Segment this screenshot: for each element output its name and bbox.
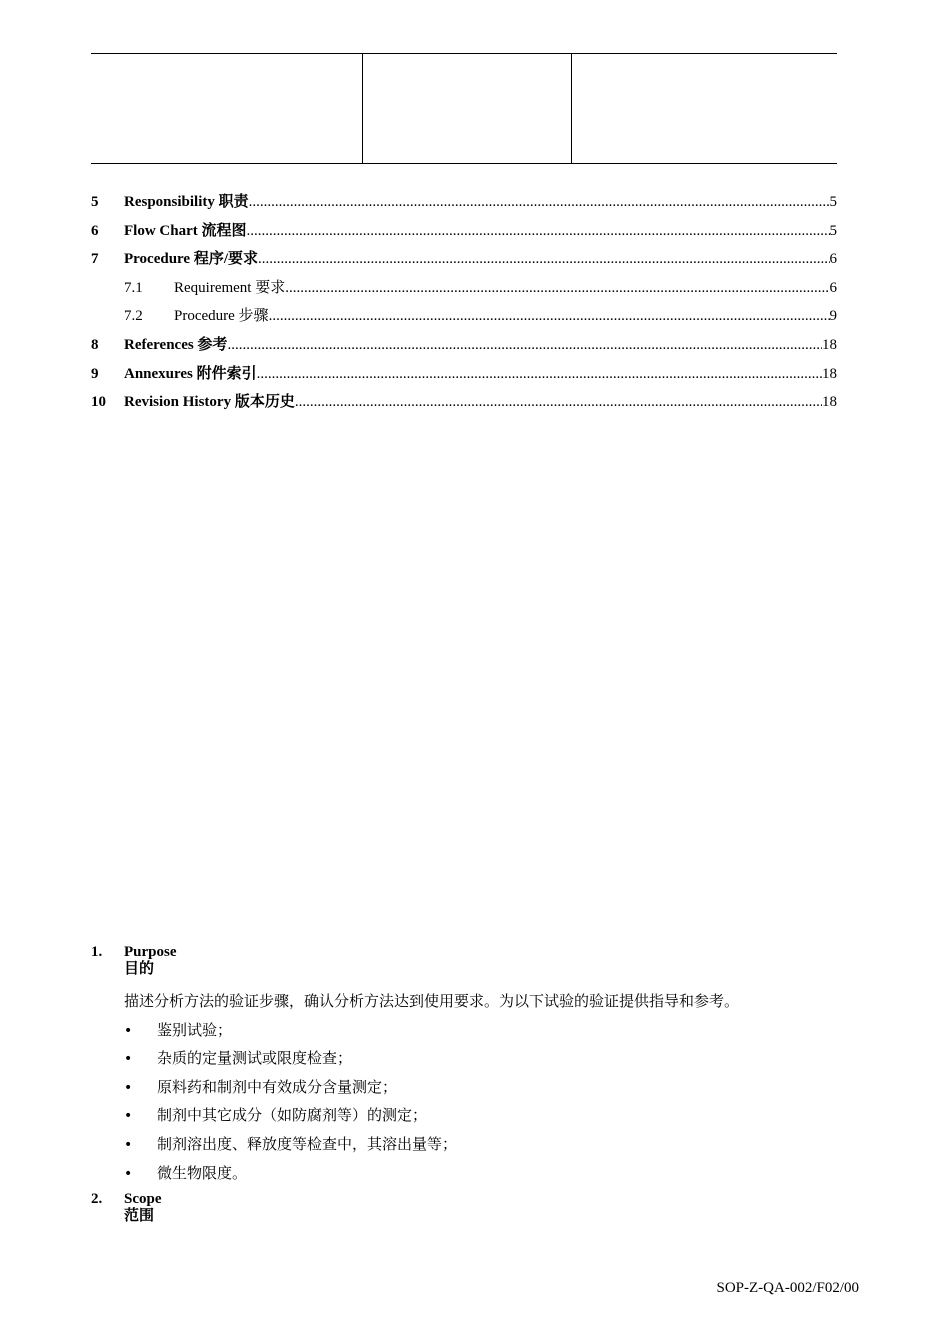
bullet-icon: • [124, 1079, 133, 1096]
section-title-cn: 目的 [124, 961, 155, 977]
section-heading [91, 944, 851, 978]
toc-leader [269, 302, 830, 331]
toc-number: 8 [91, 336, 99, 353]
toc-entry-10[interactable] [91, 388, 837, 417]
document-code: SOP-Z-QA-002/F02/00 [716, 1280, 859, 1296]
list-item [124, 1045, 851, 1074]
purpose-bullet-list [91, 1017, 851, 1189]
section-title-cn: 范围 [124, 1208, 155, 1224]
toc-page: 18 [822, 336, 837, 353]
toc-title: Procedure 步骤 [174, 308, 269, 325]
toc-entry-7-1[interactable] [91, 274, 837, 303]
section-number: 1. [91, 944, 103, 960]
section-title-en: Scope [124, 1191, 162, 1207]
bullet-icon: • [124, 1108, 133, 1125]
list-item-text: 制剂溶出度、释放度等检查中，其溶出量等； [157, 1136, 458, 1153]
toc-entry-9[interactable] [91, 360, 837, 389]
toc-page: 5 [829, 222, 837, 239]
toc-title: Revision History 版本历史 [124, 394, 295, 411]
header-table [91, 53, 837, 164]
scope-section [91, 1191, 851, 1225]
toc-page: 9 [829, 308, 837, 325]
bullet-icon: • [124, 1136, 133, 1153]
toc-title: Responsibility 职责 [124, 194, 249, 210]
bullet-icon: • [124, 1022, 133, 1039]
toc-page: 5 [829, 194, 837, 210]
toc-number: 9 [91, 365, 99, 382]
toc-entry-5[interactable] [91, 188, 837, 217]
toc-leader [285, 274, 829, 303]
toc-leader [258, 245, 829, 274]
header-table-divider [571, 54, 572, 163]
toc-number: 10 [91, 394, 106, 411]
toc-leader [227, 331, 822, 360]
toc-title: Annexures 附件索引 [124, 365, 257, 382]
toc-title: Requirement 要求 [174, 279, 286, 296]
header-table-divider [362, 54, 363, 163]
toc-number: 7 [91, 251, 99, 268]
list-item [124, 1131, 851, 1160]
list-item-text: 原料药和制剂中有效成分含量测定； [157, 1079, 398, 1096]
toc-number: 7.1 [124, 279, 143, 296]
list-item [124, 1074, 851, 1103]
table-of-contents [91, 188, 837, 417]
list-item-text: 鉴别试验； [157, 1022, 233, 1039]
toc-page: 6 [829, 251, 837, 268]
purpose-section [91, 944, 851, 1188]
toc-title: Flow Chart 流程图 [124, 222, 247, 239]
toc-number: 7.2 [124, 308, 143, 325]
toc-number: 5 [91, 194, 99, 210]
section-number: 2. [91, 1191, 103, 1207]
list-item [124, 1160, 851, 1189]
list-item [124, 1102, 851, 1131]
toc-leader [249, 188, 830, 217]
list-item-text: 杂质的定量测试或限度检查； [157, 1051, 353, 1068]
list-item-text: 微生物限度。 [157, 1165, 248, 1182]
toc-entry-6[interactable] [91, 217, 837, 246]
toc-entry-7[interactable] [91, 245, 837, 274]
toc-leader [295, 388, 822, 417]
toc-leader [257, 360, 822, 389]
bullet-icon: • [124, 1051, 133, 1068]
toc-leader [247, 217, 830, 246]
toc-title: References 参考 [124, 336, 228, 353]
toc-number: 6 [91, 222, 99, 239]
section-heading [91, 1191, 851, 1225]
purpose-intro: 描述分析方法的验证步骤，确认分析方法达到使用要求。为以下试验的验证提供指导和参考。 [124, 994, 740, 1010]
bullet-icon: • [124, 1165, 133, 1182]
toc-page: 18 [822, 365, 837, 382]
section-title-en: Purpose [124, 944, 177, 960]
toc-page: 6 [829, 279, 837, 296]
toc-title: Procedure 程序/要求 [124, 251, 259, 268]
toc-entry-8[interactable] [91, 331, 837, 360]
list-item-text: 制剂中其它成分（如防腐剂等）的测定； [157, 1108, 428, 1125]
toc-entry-7-2[interactable] [91, 302, 837, 331]
list-item [124, 1017, 851, 1046]
toc-page: 18 [822, 394, 837, 411]
